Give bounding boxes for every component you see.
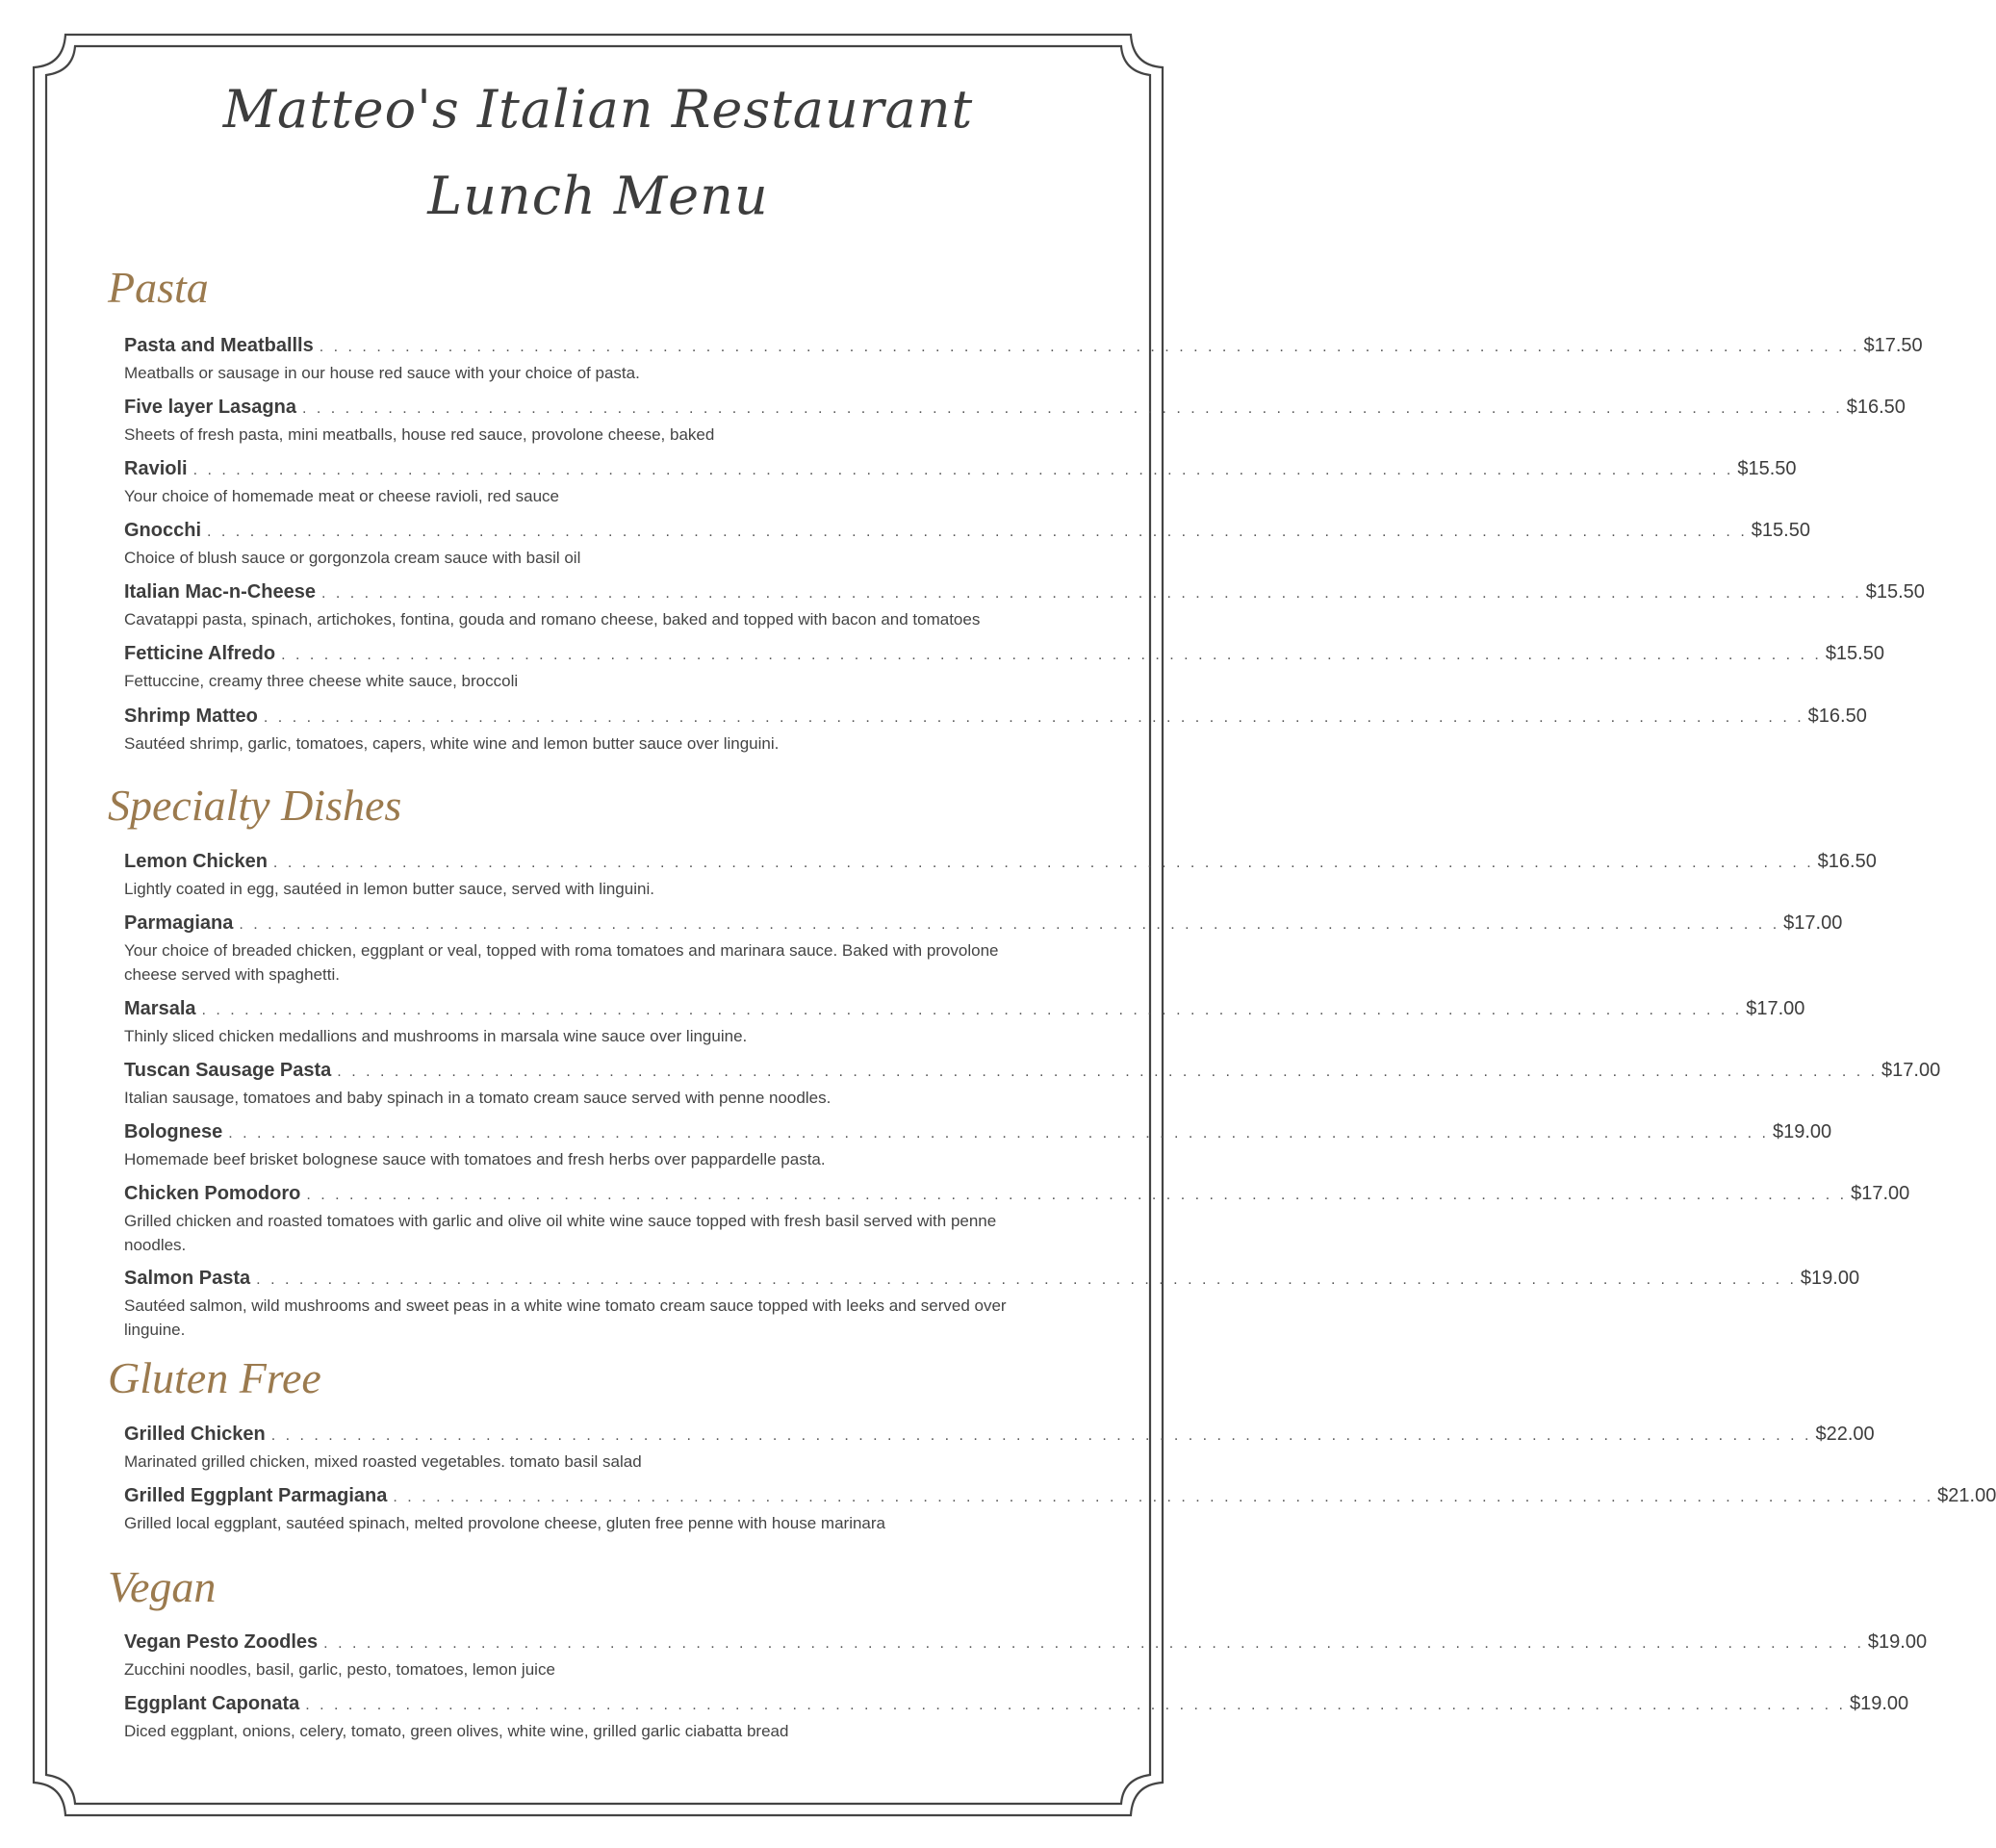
dot-leader: . . . . . . . . . . . . . . . . . . . . . . . . . . . . . . . . . . . . . . . . . . . . . . . . . . . . . . . . . . . . . . . . . . . . . . . . . . . . . . . . . . . . . . . . . . . . . . . . . . . . . . . . . . . . — [337, 1064, 1879, 1080]
menu-item — [124, 1422, 1875, 1474]
item-price: $17.50 — [1863, 335, 1923, 356]
item-price: $17.00 — [1746, 998, 1805, 1019]
dot-leader: . . . . . . . . . . . . . . . . . . . . . . . . . . . . . . . . . . . . . . . . . . . . . . . . . . . . . . . . . . . . . . . . . . . . . . . . . . . . . . . . . . . . . . . . . . . . . . . . . . . . . . . . . . . . — [207, 524, 1748, 540]
restaurant-name: Matteo's Italian Restaurant — [222, 79, 974, 140]
menu-item — [124, 1119, 1832, 1171]
menu-item — [124, 1266, 1860, 1342]
item-name: Grilled Chicken — [124, 1424, 266, 1445]
item-description: Homemade beef brisket bolognese sauce with tomatoes and fresh herbs over pappardelle pasta. — [124, 1150, 826, 1168]
dot-leader: . . . . . . . . . . . . . . . . . . . . . . . . . . . . . . . . . . . . . . . . . . . . . . . . . . . . . . . . . . . . . . . . . . . . . . . . . . . . . . . . . . . . . . . . . . . . . . . . . . . . . . . . . . . . — [192, 462, 1734, 478]
dot-leader: . . . . . . . . . . . . . . . . . . . . . . . . . . . . . . . . . . . . . . . . . . . . . . . . . . . . . . . . . . . . . . . . . . . . . . . . . . . . . . . . . . . . . . . . . . . . . . . . . . . . . . . . . . . . — [256, 1271, 1797, 1288]
item-name: Shrimp Matteo — [124, 706, 258, 727]
dot-leader: . . . . . . . . . . . . . . . . . . . . . . . . . . . . . . . . . . . . . . . . . . . . . . . . . . . . . . . . . . . . . . . . . . . . . . . . . . . . . . . . . . . . . . . . . . . . . . . . . . . . . . . . . . . . — [239, 916, 1780, 933]
item-description: Grilled local eggplant, sautéed spinach, melted provolone cheese, gluten free penne with house marinara — [124, 1514, 885, 1532]
dot-leader: . . . . . . . . . . . . . . . . . . . . . . . . . . . . . . . . . . . . . . . . . . . . . . . . . . . . . . . . . . . . . . . . . . . . . . . . . . . . . . . . . . . . . . . . . . . . . . . . . . . . . . . . . . . . — [320, 585, 1862, 602]
item-description: Your choice of breaded chicken, eggplant or veal, topped with roma tomatoes and marinara sauce. Baked with provolone cheese served with spaghetti. — [124, 941, 999, 984]
dot-leader: . . . . . . . . . . . . . . . . . . . . . . . . . . . . . . . . . . . . . . . . . . . . . . . . . . . . . . . . . . . . . . . . . . . . . . . . . . . . . . . . . . . . . . . . . . . . . . . . . . . . . . . . . . . . — [306, 1187, 1848, 1203]
menu-item — [124, 1483, 1996, 1535]
item-name: Eggplant Caponata — [124, 1693, 300, 1714]
item-name: Chicken Pomodoro — [124, 1183, 301, 1204]
item-name: Gnocchi — [124, 520, 202, 541]
menu-item — [124, 704, 1867, 756]
item-description: Fettuccine, creamy three cheese white sauce, broccoli — [124, 672, 519, 690]
menu-item — [124, 849, 1877, 901]
item-description: Your choice of homemade meat or cheese ravioli, red sauce — [124, 487, 560, 505]
item-description: Zucchini noodles, basil, garlic, pesto, tomatoes, lemon juice — [124, 1660, 555, 1679]
item-price: $15.50 — [1825, 643, 1884, 664]
item-name: Salmon Pasta — [124, 1268, 251, 1289]
item-description: Diced eggplant, onions, celery, tomato, green olives, white wine, grilled garlic ciabatta bread — [124, 1722, 789, 1740]
item-price: $17.00 — [1881, 1060, 1941, 1081]
section-title-specialty-dishes: Specialty Dishes — [108, 781, 402, 830]
item-name: Vegan Pesto Zoodles — [124, 1631, 319, 1653]
dot-leader: . . . . . . . . . . . . . . . . . . . . . . . . . . . . . . . . . . . . . . . . . . . . . . . . . . . . . . . . . . . . . . . . . . . . . . . . . . . . . . . . . . . . . . . . . . . . . . . . . . . . . . . . . . . . — [201, 1002, 1743, 1018]
item-description: Cavatappi pasta, spinach, artichokes, fontina, gouda and romano cheese, baked and topped with bacon and tomatoes — [124, 610, 981, 629]
menu-item — [124, 518, 1810, 570]
item-price: $19.00 — [1849, 1693, 1909, 1714]
menu-item — [124, 395, 1906, 447]
item-price: $19.00 — [1867, 1631, 1928, 1653]
menu-name: Lunch Menu — [427, 166, 769, 226]
item-price: $16.50 — [1817, 851, 1877, 872]
menu-item — [124, 1630, 1928, 1681]
menu-item — [124, 579, 1925, 631]
dot-leader: . . . . . . . . . . . . . . . . . . . . . . . . . . . . . . . . . . . . . . . . . . . . . . . . . . . . . . . . . . . . . . . . . . . . . . . . . . . . . . . . . . . . . . . . . . . . . . . . . . . . . . . . . . . . — [228, 1125, 1769, 1142]
item-name: Parmagiana — [124, 912, 234, 934]
menu-item — [124, 333, 1923, 385]
item-price: $16.50 — [1846, 397, 1906, 418]
item-name: Five layer Lasagna — [124, 397, 296, 418]
item-description: Italian sausage, tomatoes and baby spinach in a tomato cream sauce served with penne noodles. — [124, 1089, 832, 1107]
item-price: $19.00 — [1773, 1121, 1832, 1142]
item-price: $15.50 — [1737, 458, 1797, 479]
item-description: Marinated grilled chicken, mixed roasted vegetables. tomato basil salad — [124, 1452, 642, 1471]
item-description: Lightly coated in egg, sautéed in lemon butter sauce, served with linguini. — [124, 880, 654, 898]
item-price: $21.00 — [1937, 1485, 1996, 1506]
item-description: Choice of blush sauce or gorgonzola cream sauce with basil oil — [124, 549, 581, 567]
item-name: Marsala — [124, 998, 196, 1019]
dot-leader: . . . . . . . . . . . . . . . . . . . . . . . . . . . . . . . . . . . . . . . . . . . . . . . . . . . . . . . . . . . . . . . . . . . . . . . . . . . . . . . . . . . . . . . . . . . . . . . . . . . . . . . . . . . . — [393, 1489, 1934, 1505]
item-price: $16.50 — [1807, 706, 1867, 727]
item-name: Fetticine Alfredo — [124, 643, 276, 664]
item-name: Ravioli — [124, 458, 188, 479]
dot-leader: . . . . . . . . . . . . . . . . . . . . . . . . . . . . . . . . . . . . . . . . . . . . . . . . . . . . . . . . . . . . . . . . . . . . . . . . . . . . . . . . . . . . . . . . . . . . . . . . . . . . . . . . . . . . — [319, 339, 1860, 355]
item-price: $15.50 — [1751, 520, 1810, 541]
item-description: Sautéed shrimp, garlic, tomatoes, capers, white wine and lemon butter sauce over linguini. — [124, 734, 780, 753]
item-price: $17.00 — [1851, 1183, 1910, 1204]
dot-leader: . . . . . . . . . . . . . . . . . . . . . . . . . . . . . . . . . . . . . . . . . . . . . . . . . . . . . . . . . . . . . . . . . . . . . . . . . . . . . . . . . . . . . . . . . . . . . . . . . . . . . . . . . . . . — [263, 709, 1804, 726]
dot-leader: . . . . . . . . . . . . . . . . . . . . . . . . . . . . . . . . . . . . . . . . . . . . . . . . . . . . . . . . . . . . . . . . . . . . . . . . . . . . . . . . . . . . . . . . . . . . . . . . . . . . . . . . . . . . — [323, 1635, 1864, 1652]
menu-item — [124, 1058, 1941, 1110]
dot-leader: . . . . . . . . . . . . . . . . . . . . . . . . . . . . . . . . . . . . . . . . . . . . . . . . . . . . . . . . . . . . . . . . . . . . . . . . . . . . . . . . . . . . . . . . . . . . . . . . . . . . . . . . . . . . — [272, 855, 1814, 871]
item-price: $15.50 — [1865, 581, 1925, 603]
item-description: Meatballs or sausage in our house red sauce with your choice of pasta. — [124, 364, 640, 382]
section-title-gluten-free: Gluten Free — [108, 1353, 321, 1402]
item-price: $17.00 — [1783, 912, 1843, 934]
menu-item — [124, 996, 1805, 1048]
item-description: Thinly sliced chicken medallions and mushrooms in marsala wine sauce over linguine. — [124, 1027, 748, 1045]
item-name: Grilled Eggplant Parmagiana — [124, 1485, 388, 1506]
dot-leader: . . . . . . . . . . . . . . . . . . . . . . . . . . . . . . . . . . . . . . . . . . . . . . . . . . . . . . . . . . . . . . . . . . . . . . . . . . . . . . . . . . . . . . . . . . . . . . . . . . . . . . . . . . . . — [270, 1427, 1812, 1444]
item-price: $19.00 — [1800, 1268, 1860, 1289]
section-title-vegan: Vegan — [108, 1562, 217, 1611]
dot-leader: . . . . . . . . . . . . . . . . . . . . . . . . . . . . . . . . . . . . . . . . . . . . . . . . . . . . . . . . . . . . . . . . . . . . . . . . . . . . . . . . . . . . . . . . . . . . . . . . . . . . . . . . . . . . — [301, 400, 1843, 417]
item-name: Tuscan Sausage Pasta — [124, 1060, 332, 1081]
item-name: Pasta and Meatballls — [124, 335, 314, 356]
section-title-pasta: Pasta — [108, 263, 209, 312]
item-description: Sautéed salmon, wild mushrooms and sweet peas in a white wine tomato cream sauce topped with leeks and served over linguine. — [124, 1296, 1007, 1339]
menu-item — [124, 456, 1797, 508]
item-name: Italian Mac-n-Cheese — [124, 581, 316, 603]
menu-item — [124, 1691, 1909, 1743]
item-description: Sheets of fresh pasta, mini meatballs, house red sauce, provolone cheese, baked — [124, 425, 715, 444]
dot-leader: . . . . . . . . . . . . . . . . . . . . . . . . . . . . . . . . . . . . . . . . . . . . . . . . . . . . . . . . . . . . . . . . . . . . . . . . . . . . . . . . . . . . . . . . . . . . . . . . . . . . . . . . . . . . — [281, 647, 1822, 663]
menu-item — [124, 1181, 1910, 1257]
menu-item — [124, 911, 1843, 987]
menu-item — [124, 641, 1884, 693]
item-price: $22.00 — [1815, 1424, 1875, 1445]
dot-leader: . . . . . . . . . . . . . . . . . . . . . . . . . . . . . . . . . . . . . . . . . . . . . . . . . . . . . . . . . . . . . . . . . . . . . . . . . . . . . . . . . . . . . . . . . . . . . . . . . . . . . . . . . . . . — [305, 1697, 1846, 1713]
item-name: Lemon Chicken — [124, 851, 268, 872]
item-name: Bolognese — [124, 1121, 223, 1142]
item-description: Grilled chicken and roasted tomatoes with garlic and olive oil white wine sauce topped with fresh basil served with penne noodles. — [124, 1212, 997, 1254]
